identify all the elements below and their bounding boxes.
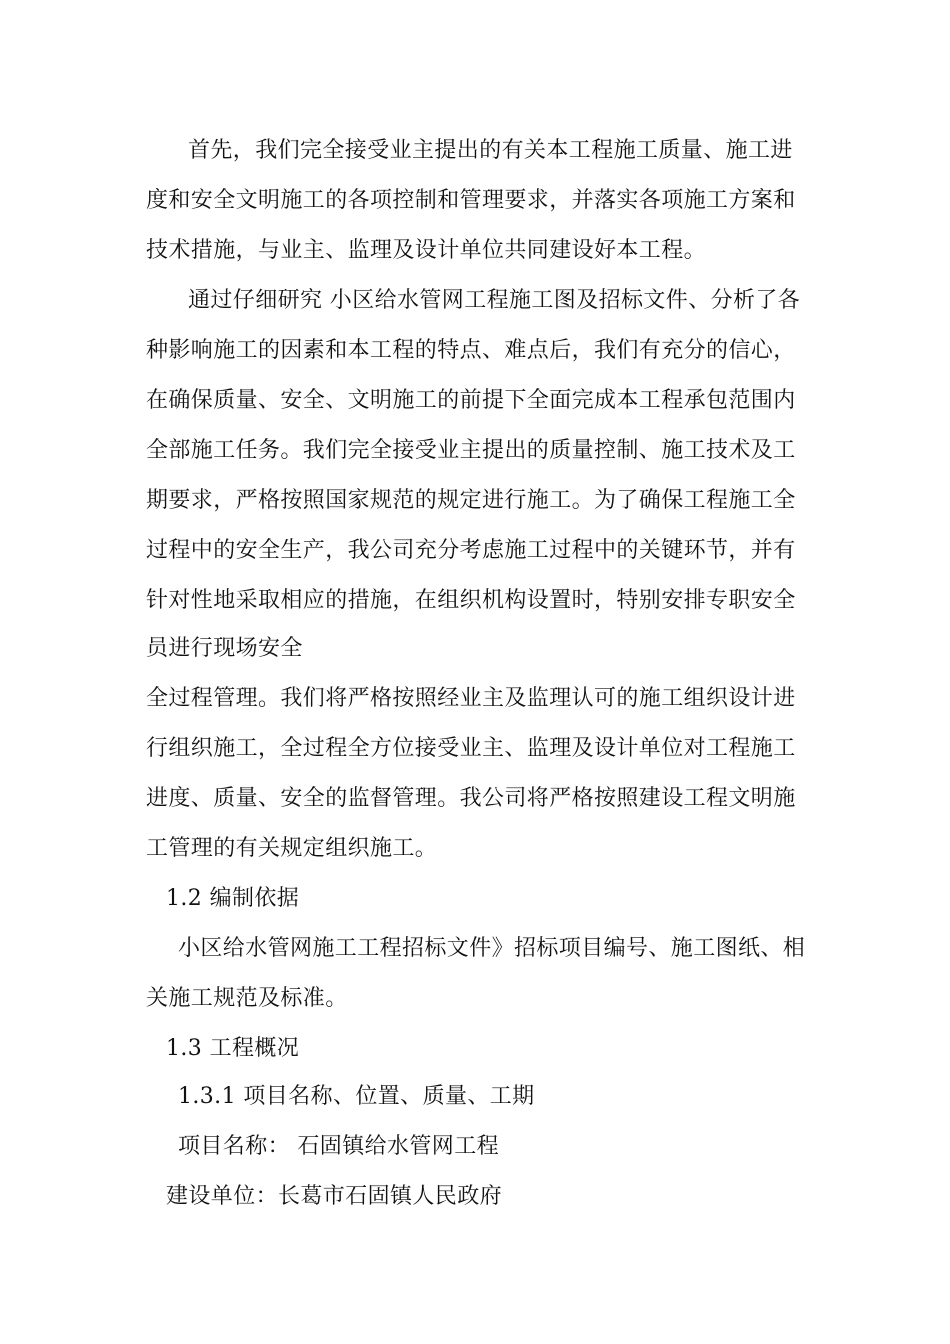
paragraph-2-line-2: 种影响施工的因素和本工程的特点、难点后，我们有充分的信心， bbox=[146, 338, 796, 363]
project-name-line: 项目名称： 石固镇给水管网工程 bbox=[178, 1134, 499, 1159]
paragraph-2-line-3: 在确保质量、安全、文明施工的前提下全面完成本工程承包范围内 bbox=[146, 388, 796, 413]
paragraph-1-line-3: 技术措施，与业主、监理及设计单位共同建设好本工程。 bbox=[146, 238, 707, 263]
paragraph-3-line-3: 进度、质量、安全的监督管理。我公司将严格按照建设工程文明施 bbox=[146, 786, 796, 811]
section-heading-1-2: 1.2 编制依据 bbox=[166, 886, 300, 911]
paragraph-2-line-8: 员进行现场安全 bbox=[146, 636, 303, 661]
paragraph-2-line-1: 通过仔细研究 小区给水管网工程施工图及招标文件、分析了各 bbox=[188, 288, 801, 313]
paragraph-1-line-1: 首先，我们完全接受业主提出的有关本工程施工质量、施工进 bbox=[188, 138, 793, 163]
paragraph-3-line-2: 行组织施工，全过程全方位接受业主、监理及设计单位对工程施工 bbox=[146, 736, 796, 761]
section-heading-1-3: 1.3 工程概况 bbox=[166, 1036, 300, 1061]
paragraph-2-line-7: 针对性地采取相应的措施，在组织机构设置时，特别安排专职安全 bbox=[146, 588, 796, 613]
paragraph-4-line-1: 小区给水管网施工工程招标文件》招标项目编号、施工图纸、相 bbox=[178, 936, 806, 961]
paragraph-3-line-4: 工管理的有关规定组织施工。 bbox=[146, 836, 438, 861]
builder-line: 建设单位：长葛市石固镇人民政府 bbox=[166, 1184, 503, 1209]
paragraph-4-line-2: 关施工规范及标准。 bbox=[146, 986, 348, 1011]
paragraph-2-line-6: 过程中的安全生产，我公司充分考虑施工过程中的关键环节，并有 bbox=[146, 538, 796, 563]
subsection-heading-1-3-1: 1.3.1 项目名称、位置、质量、工期 bbox=[178, 1084, 535, 1109]
paragraph-1-line-2: 度和安全文明施工的各项控制和管理要求，并落实各项施工方案和 bbox=[146, 188, 796, 213]
paragraph-2-line-4: 全部施工任务。我们完全接受业主提出的质量控制、施工技术及工 bbox=[146, 438, 796, 463]
paragraph-3-line-1: 全过程管理。我们将严格按照经业主及监理认可的施工组织设计进 bbox=[146, 686, 796, 711]
paragraph-2-line-5: 期要求，严格按照国家规范的规定进行施工。为了确保工程施工全 bbox=[146, 488, 796, 513]
